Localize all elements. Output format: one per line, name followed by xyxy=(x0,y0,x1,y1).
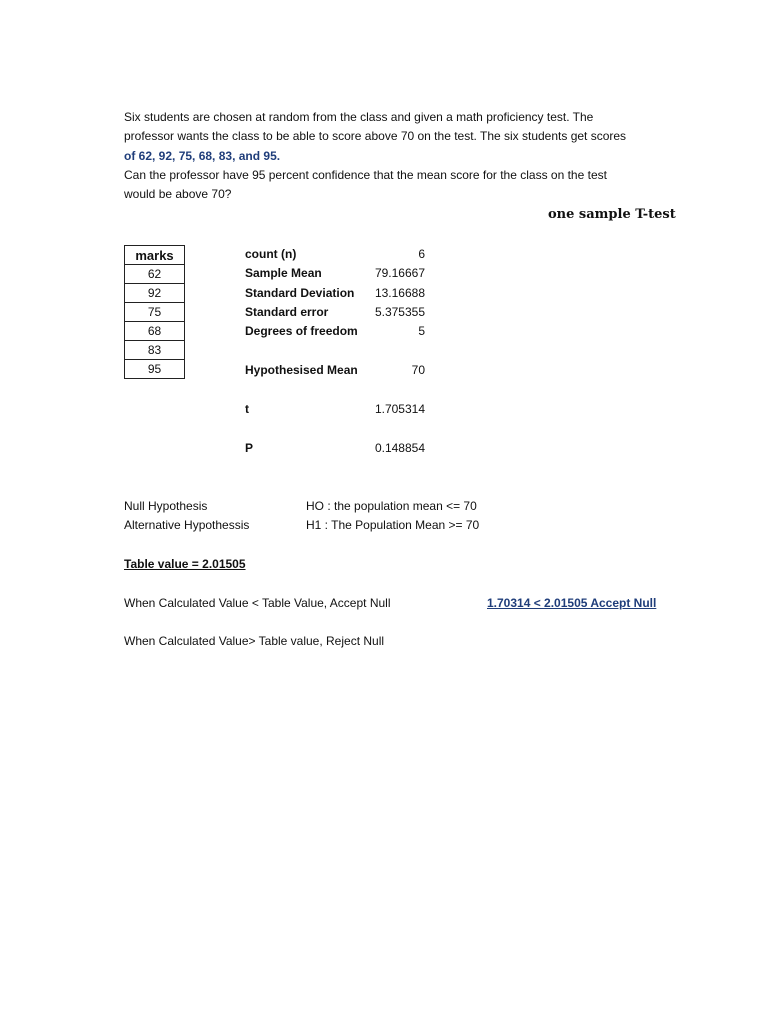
alt-hypothesis-text: H1 : The Population Mean >= 70 xyxy=(306,518,480,532)
count-label: count (n) xyxy=(245,247,297,261)
alt-hypothesis-label: Alternative Hypothessis xyxy=(124,518,250,532)
table-value: Table value = 2.01505 xyxy=(124,557,246,571)
marks-cell: 92 xyxy=(125,284,185,303)
problem-line-2: professor wants the class to be able to score above 70 on the test. The six students get scores xyxy=(124,129,627,143)
marks-table xyxy=(124,245,185,379)
marks-cell: 95 xyxy=(125,360,185,379)
std-dev-label: Standard Deviation xyxy=(245,286,355,300)
reject-rule: When Calculated Value> Table value, Reject Null xyxy=(124,634,385,648)
marks-cell: 62 xyxy=(125,265,185,284)
problem-line-5: would be above 70? xyxy=(124,187,232,201)
marks-cell: 68 xyxy=(125,322,185,341)
std-error-value: 5.375355 xyxy=(374,305,425,319)
result-conclusion: 1.70314 < 2.01505 Accept Null xyxy=(487,596,657,610)
count-value: 6 xyxy=(418,247,425,261)
accept-rule: When Calculated Value < Table Value, Accept Null xyxy=(124,596,391,610)
sample-mean-label: Sample Mean xyxy=(245,266,322,280)
std-dev-value: 13.16688 xyxy=(374,286,425,300)
p-label: P xyxy=(245,441,254,455)
p-value: 0.148854 xyxy=(374,441,425,455)
marks-cell: 75 xyxy=(125,303,185,322)
hyp-mean-label: Hypothesised Mean xyxy=(245,363,358,377)
dof-value: 5 xyxy=(418,324,425,338)
marks-header: marks xyxy=(125,246,185,265)
dof-label: Degrees of freedom xyxy=(245,324,358,338)
test-title: one sample T-test xyxy=(548,207,676,222)
marks-cell: 83 xyxy=(125,341,185,360)
problem-line-scores: of 62, 92, 75, 68, 83, and 95. xyxy=(124,149,281,163)
std-error-label: Standard error xyxy=(245,305,329,319)
hyp-mean-value: 70 xyxy=(411,363,425,377)
t-label: t xyxy=(245,402,249,416)
t-value: 1.705314 xyxy=(374,402,425,416)
sample-mean-value: 79.16667 xyxy=(374,266,425,280)
problem-line-4: Can the professor have 95 percent confidence that the mean score for the class on the test xyxy=(124,168,607,182)
problem-line-1: Six students are chosen at random from the class and given a math proficiency test. The xyxy=(124,110,594,124)
null-hypothesis-text: HO : the population mean <= 70 xyxy=(306,499,477,513)
null-hypothesis-label: Null Hypothesis xyxy=(124,499,208,513)
